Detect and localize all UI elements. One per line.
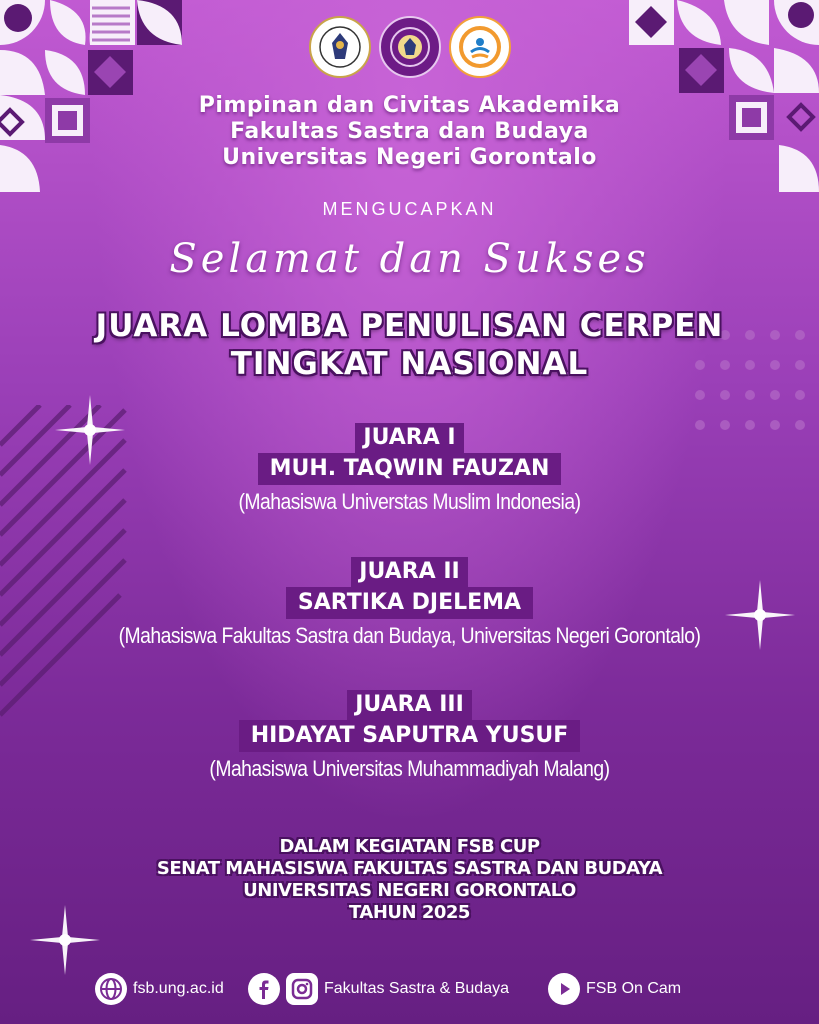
event-line-2: SENAT MAHASISWA FAKULTAS SASTRA DAN BUDAYA	[156, 858, 663, 879]
diktisaintek-berdampak-logo	[449, 16, 511, 78]
winner-name: MUH. TAQWIN FAUZAN	[258, 453, 562, 485]
winner-1	[0, 423, 819, 515]
winner-2	[0, 557, 819, 649]
competition-title-line-2: TINGKAT NASIONAL	[230, 346, 589, 382]
winner-name: HIDAYAT SAPUTRA YUSUF	[239, 720, 581, 752]
website-link[interactable]	[95, 973, 224, 1005]
winner-affiliation: (Mahasiswa Fakultas Sastra dan Budaya, Universitas Negeri Gorontalo)	[118, 623, 701, 648]
globe-icon	[95, 973, 127, 1005]
play-icon	[548, 973, 580, 1005]
event-line-4: TAHUN 2025	[349, 902, 470, 923]
event-line-3: UNIVERSITAS NEGERI GORONTALO	[243, 880, 576, 901]
winner-affiliation: (Mahasiswa Universtas Muslim Indonesia)	[238, 489, 581, 514]
header-title	[0, 93, 819, 171]
winner-name: SARTIKA DJELEMA	[286, 587, 533, 619]
instagram-icon	[286, 973, 318, 1005]
youtube-link[interactable]	[548, 973, 681, 1005]
header-line-2: Fakultas Sastra dan Budaya	[230, 119, 589, 144]
winner-3	[0, 690, 819, 782]
event-line-1: DALAM KEGIATAN FSB CUP	[279, 836, 540, 857]
competition-title-line-1: JUARA LOMBA PENULISAN CERPEN	[95, 308, 724, 344]
website-label: fsb.ung.ac.id	[133, 980, 224, 997]
winner-rank: JUARA III	[347, 690, 472, 720]
youtube-label: FSB On Cam	[586, 980, 682, 997]
university-seal-icon	[309, 16, 371, 78]
mengucapkan-label: MENGUCAPKAN	[322, 199, 497, 219]
header-line-1: Pimpinan dan Civitas Akademika	[198, 93, 621, 118]
greeting-script: Selamat dan Sukses	[169, 236, 650, 282]
header-line-3: Universitas Negeri Gorontalo	[222, 145, 597, 170]
competition-title	[0, 307, 819, 383]
facebook-icon	[248, 973, 280, 1005]
social-link[interactable]	[248, 973, 509, 1005]
event-info	[0, 836, 819, 924]
winner-rank: JUARA I	[355, 423, 463, 453]
winner-rank: JUARA II	[351, 557, 467, 587]
logo-row	[0, 16, 819, 78]
faculty-seal-icon	[379, 16, 441, 78]
footer	[0, 973, 819, 1009]
social-label: Fakultas Sastra & Budaya	[324, 980, 509, 997]
winner-affiliation: (Mahasiswa Universitas Muhammadiyah Malang)	[209, 756, 610, 781]
